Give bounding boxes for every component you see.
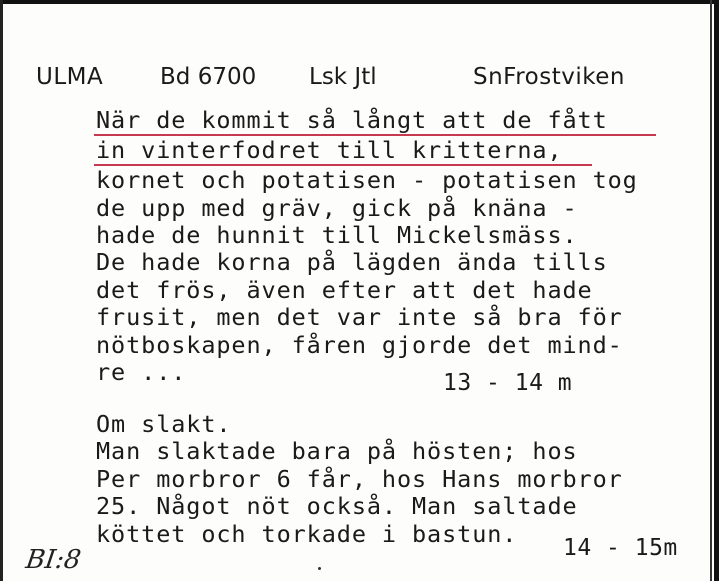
text-line: Per morbror 6 får, hos Hans morbror [96, 465, 623, 493]
text-line: 25. Något nöt också. Man saltade [96, 492, 578, 520]
text-line: frusit, men det var inte så bra för [96, 303, 623, 331]
text-line: nötboskapen, fåren gjorde det mind- [96, 331, 623, 359]
page-reference: 13 - 14 m [443, 370, 573, 396]
text-line: Man slaktade bara på hösten; hos [96, 437, 578, 465]
scan-edge-right [714, 0, 719, 581]
text-line: det frös, även efter att det hade [96, 276, 593, 304]
text-line: de upp med gräv, gick på knäna - [96, 194, 578, 222]
text-line: köttet och torkade i bastun. [96, 520, 518, 548]
volume-number: Bd 6700 [160, 64, 257, 90]
text-line: När de kommit så långt att de fått [96, 106, 608, 134]
handwritten-annotation: BI:8 [23, 545, 83, 575]
text-line: in vinterfodret till kritterna, [96, 136, 563, 164]
county-code: Lsk Jtl [309, 64, 377, 90]
ink-dot [318, 567, 321, 570]
archive-code: ULMA [36, 64, 104, 90]
page-reference: 14 - 15m [563, 535, 678, 561]
parish-name: SnFrostviken [473, 64, 625, 90]
scan-edge-top [0, 0, 719, 4]
text-line: re ... [96, 358, 187, 386]
scan-edge-right-inner [710, 0, 712, 581]
text-line: De hade korna på lägden ända tills [96, 248, 608, 276]
text-line: kornet och potatisen - potatisen tog [96, 166, 638, 194]
text-line: hade de hunnit till Mickelsmäss. [96, 221, 578, 249]
section-heading: Om slakt. [96, 410, 232, 438]
scan-edge-left [0, 0, 3, 581]
